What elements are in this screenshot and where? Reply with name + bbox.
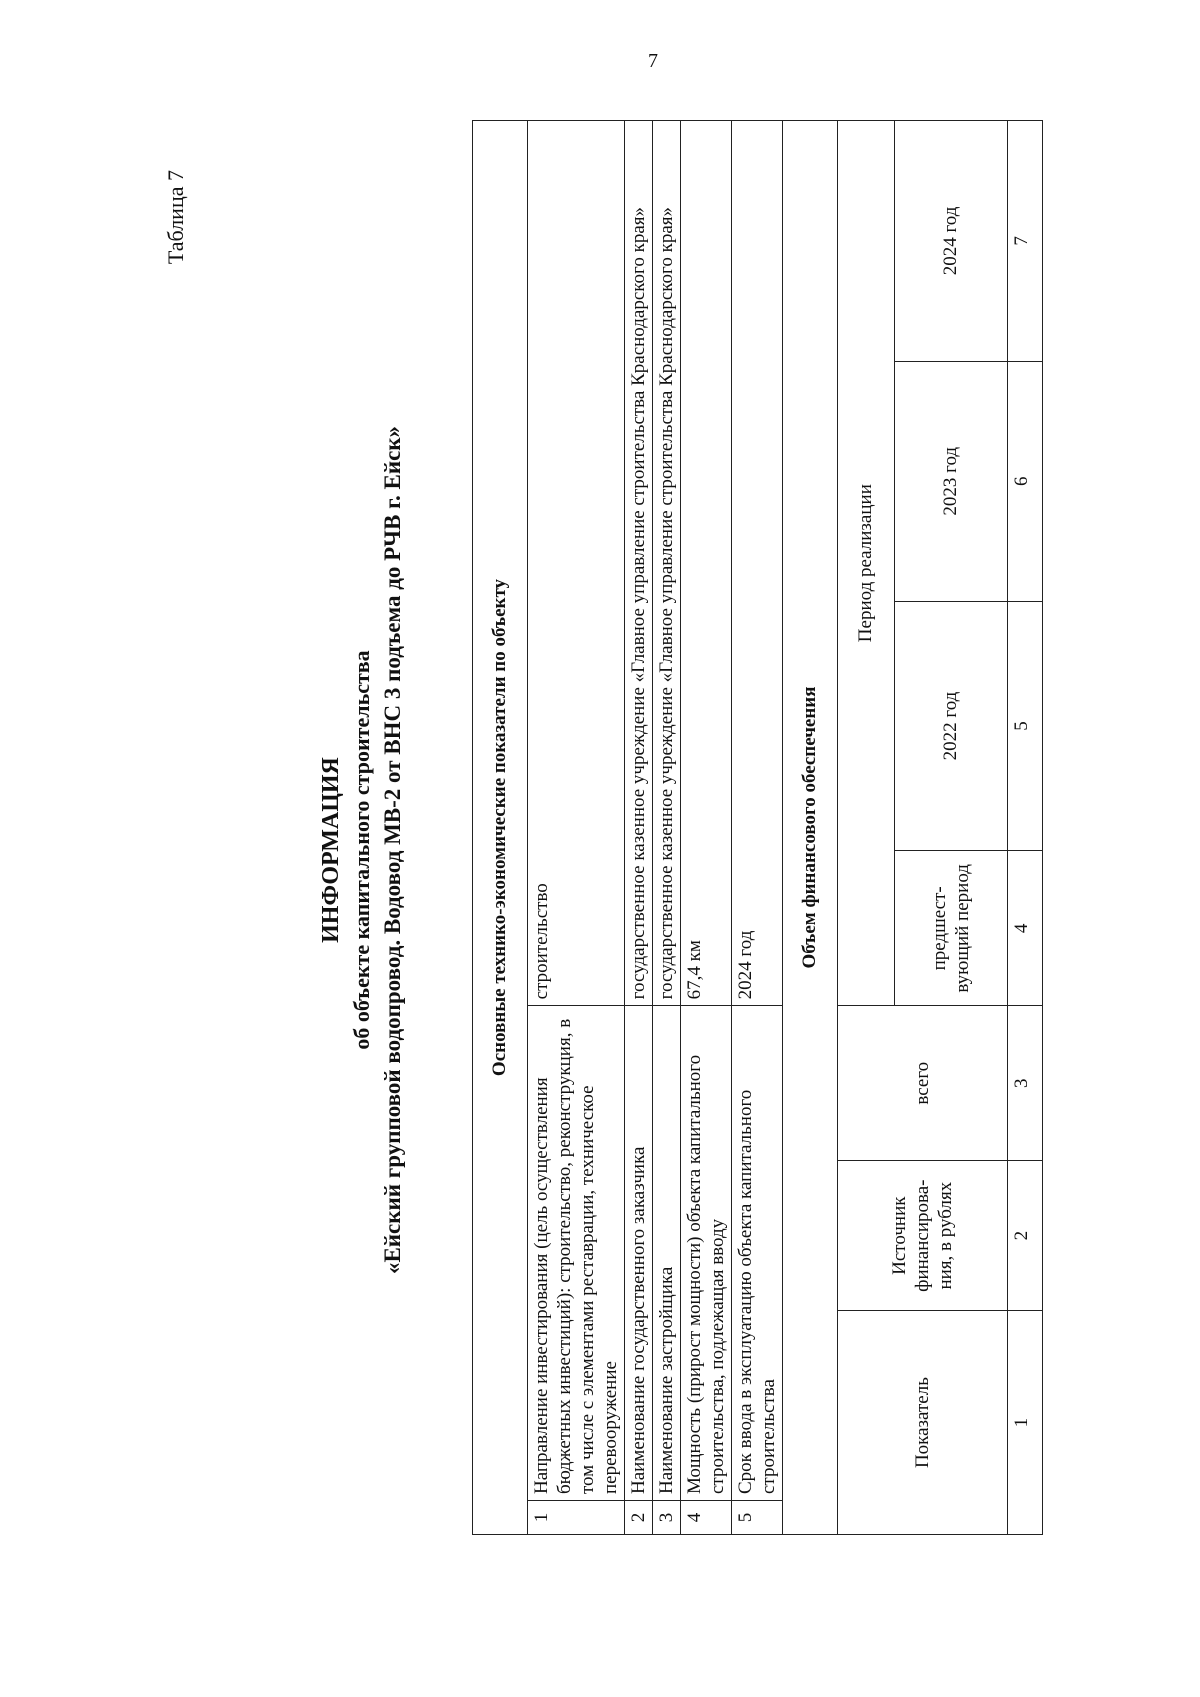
section-heading-indicators: Основные технико-экономические показатели по объекту bbox=[472, 121, 527, 1535]
row-number: 1 bbox=[527, 1501, 624, 1535]
row-value: государственное казенное учреждение «Главное управление строительства Краснодарского края» bbox=[652, 121, 680, 1006]
col-previous-period: предшест-вующий период bbox=[894, 851, 1007, 1006]
title-object-name: «Ейский групповой водопровод. Водовод МВ-2 от ВНС 3 подъема до РЧВ г. Ейск» bbox=[380, 425, 405, 1275]
document-title bbox=[315, 100, 409, 1600]
col-total: всего bbox=[837, 1006, 1007, 1161]
table-row bbox=[527, 121, 624, 1535]
title-subtitle: об объекте капитального строительства bbox=[349, 650, 374, 1050]
row-value: строительство bbox=[527, 121, 624, 1006]
col-number: 3 bbox=[1007, 1006, 1042, 1161]
col-number: 2 bbox=[1007, 1161, 1042, 1311]
title-main: ИНФОРМАЦИЯ bbox=[318, 757, 344, 943]
row-label: Мощность (прирост мощности) объекта капитального строительства, подлежащая вводу bbox=[680, 1006, 731, 1501]
section-heading-finance: Объем финансового обеспечения bbox=[782, 121, 837, 1535]
table-row bbox=[731, 121, 782, 1535]
col-number: 4 bbox=[1007, 851, 1042, 1006]
table-row bbox=[624, 121, 652, 1535]
row-value: 2024 год bbox=[731, 121, 782, 1006]
col-number: 7 bbox=[1007, 121, 1042, 362]
object-info-table bbox=[472, 120, 1043, 1535]
col-2023: 2023 год bbox=[894, 361, 1007, 601]
table-caption: Таблица 7 bbox=[163, 170, 188, 265]
row-label: Наименование застройщика bbox=[652, 1006, 680, 1501]
page-number: 7 bbox=[648, 50, 658, 72]
col-number: 6 bbox=[1007, 361, 1042, 601]
finance-header-row bbox=[837, 121, 894, 1535]
row-label: Направление инвестирования (цель осуществления бюджетных инвестиций): строительство, реконструкция, в том числе с элементами реставрации, техническое перевооружение bbox=[527, 1006, 624, 1501]
row-number: 3 bbox=[652, 1501, 680, 1535]
row-value: государственное казенное учреждение «Главное управление строительства Краснодарского края» bbox=[624, 121, 652, 1006]
col-2022: 2022 год bbox=[894, 601, 1007, 851]
column-number-row bbox=[1007, 121, 1042, 1535]
col-source: Источник финансирова-ния, в рублях bbox=[837, 1161, 1007, 1311]
row-value: 67,4 км bbox=[680, 121, 731, 1006]
col-2024: 2024 год bbox=[894, 121, 1007, 362]
col-indicator: Показатель bbox=[837, 1311, 1007, 1535]
table-row bbox=[652, 121, 680, 1535]
col-number: 1 bbox=[1007, 1311, 1042, 1535]
row-number: 5 bbox=[731, 1501, 782, 1535]
rotated-page-content bbox=[160, 100, 1140, 1600]
row-label: Срок ввода в эксплуатацию объекта капитального строительства bbox=[731, 1006, 782, 1501]
table-row bbox=[680, 121, 731, 1535]
row-label: Наименование государственного заказчика bbox=[624, 1006, 652, 1501]
row-number: 2 bbox=[624, 1501, 652, 1535]
col-period-heading: Период реализации bbox=[837, 121, 894, 1006]
row-number: 4 bbox=[680, 1501, 731, 1535]
col-number: 5 bbox=[1007, 601, 1042, 851]
